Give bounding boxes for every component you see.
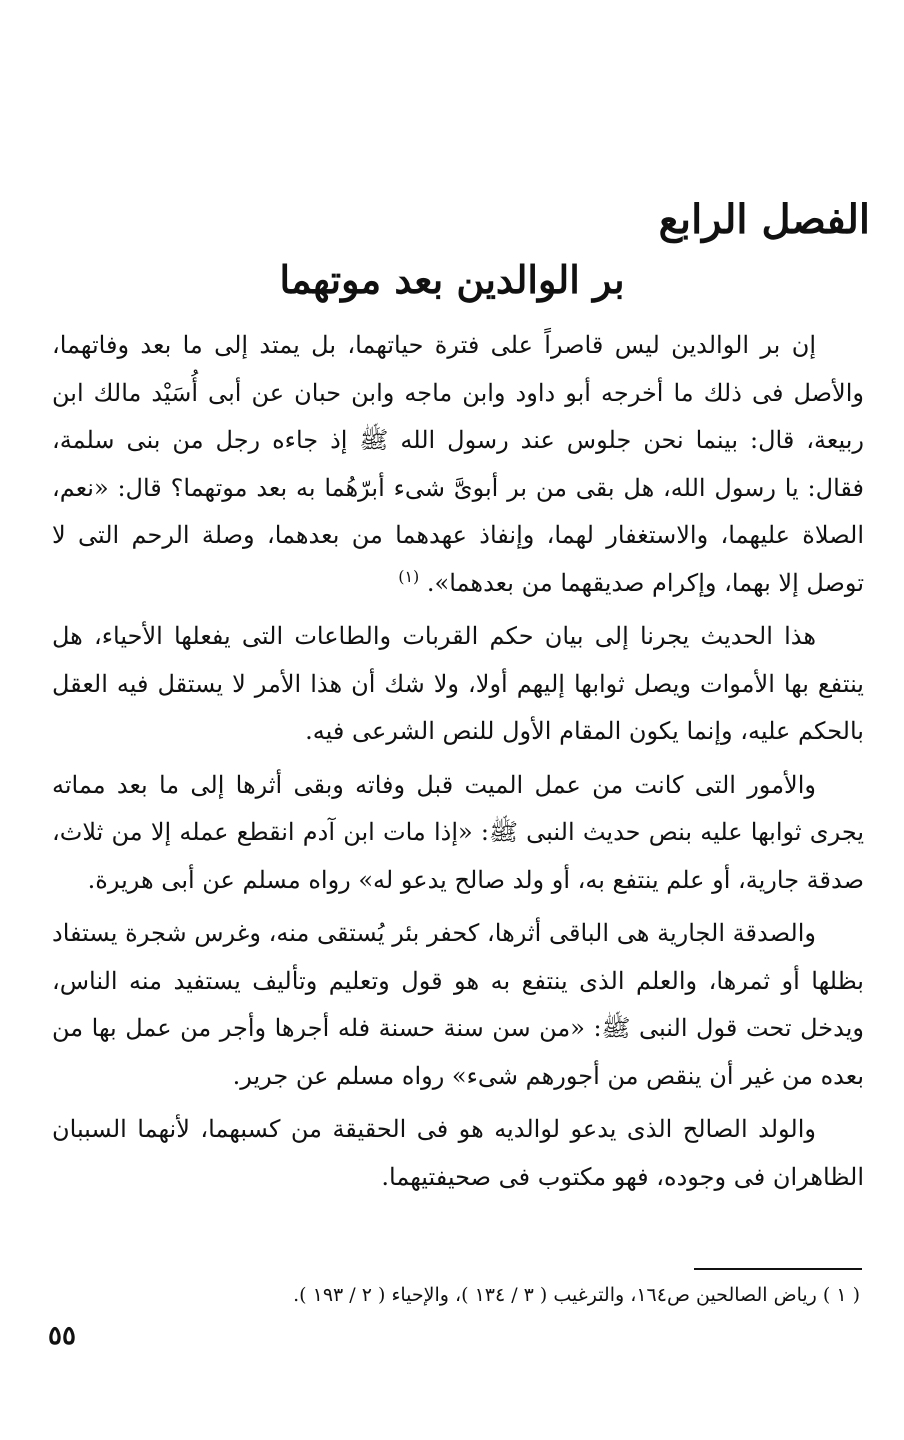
paragraph-3: والأمور التى كانت من عمل الميت قبل وفاته وبقى أثرها إلى ما بعد مماته يجرى ثوابها عليه بنص حديث النبى ﷺ: «إذا مات ابن آدم انقطع عمله إلا من ثلاث، صدقة جارية، أو علم ينتفع به، أو ولد صالح يدعو له» رواه مسلم عن أبى هريرة. xyxy=(52,770,864,894)
footnote: ( ١ ) رياض الصالحين ص١٦٤، والترغيب ( ٣ / ١٣٤ )، والإحياء ( ٢ / ١٩٣ ). xyxy=(293,1284,860,1306)
paragraph-2: هذا الحديث يجرنا إلى بيان حكم القربات والطاعات التى يفعلها الأحياء، هل ينتفع بها الأموات ويصل ثوابها إليهم أولا، ولا شك أن هذا الأمر لا يستقل فيه العقل بالحكم عليه، وإنما يكون المقام الأول للنص الشرعى فيه. xyxy=(52,622,864,745)
footnote-divider xyxy=(694,1268,862,1270)
paragraph-5: والولد الصالح الذى يدعو لوالديه هو فى الحقيقة من كسبهما، لأنهما السببان الظاهران فى وجوده، فهو مكتوب فى صحيفتيهما. xyxy=(52,1115,864,1191)
body-text xyxy=(52,322,864,1207)
paragraph-1 xyxy=(52,322,864,607)
chapter-title: الفصل الرابع xyxy=(658,196,870,243)
page-number: ٥٥ xyxy=(48,1321,76,1351)
footnote-reference: (١) xyxy=(398,566,420,586)
paragraph-4: والصدقة الجارية هى الباقى أثرها، كحفر بئر يُستقى منه، وغرس شجرة يستفاد بظلها أو ثمرها، والعلم الذى ينتفع به هو قول وتعليم وتأليف يستفيد منه الناس، ويدخل تحت قول النبى ﷺ: «من سن سنة حسنة فله أجرها وأجر من عمل بها من بعده من غير أن ينقص من أجورهم شىء» رواه مسلم عن جرير. xyxy=(52,919,864,1090)
section-title: بر الوالدين بعد موتهما xyxy=(279,257,625,302)
paragraph-1-text: إن بر الوالدين ليس قاصراً على فترة حياتهما، بل يمتد إلى ما بعد وفاتهما، والأصل فى ذلك ما أخرجه أبو داود وابن ماجه وابن حبان عن أبى أُسَيْد مالك ابن ربيعة، قال: بينما نحن جلوس عند رسول الله ﷺ إذ جاءه رجل من بنى سلمة، فقال: يا رسول الله، هل بقى من بر أبوىَّ شىء أبرّهُما به بعد موتهما؟ قال: «نعم، الصلاة عليهما، والاستغفار لهما، وإنفاذ عهدهما من بعدهما، وصلة الرحم التى لا توصل إلا بهما، وإكرام صديقهما من بعدهما». xyxy=(52,331,864,597)
